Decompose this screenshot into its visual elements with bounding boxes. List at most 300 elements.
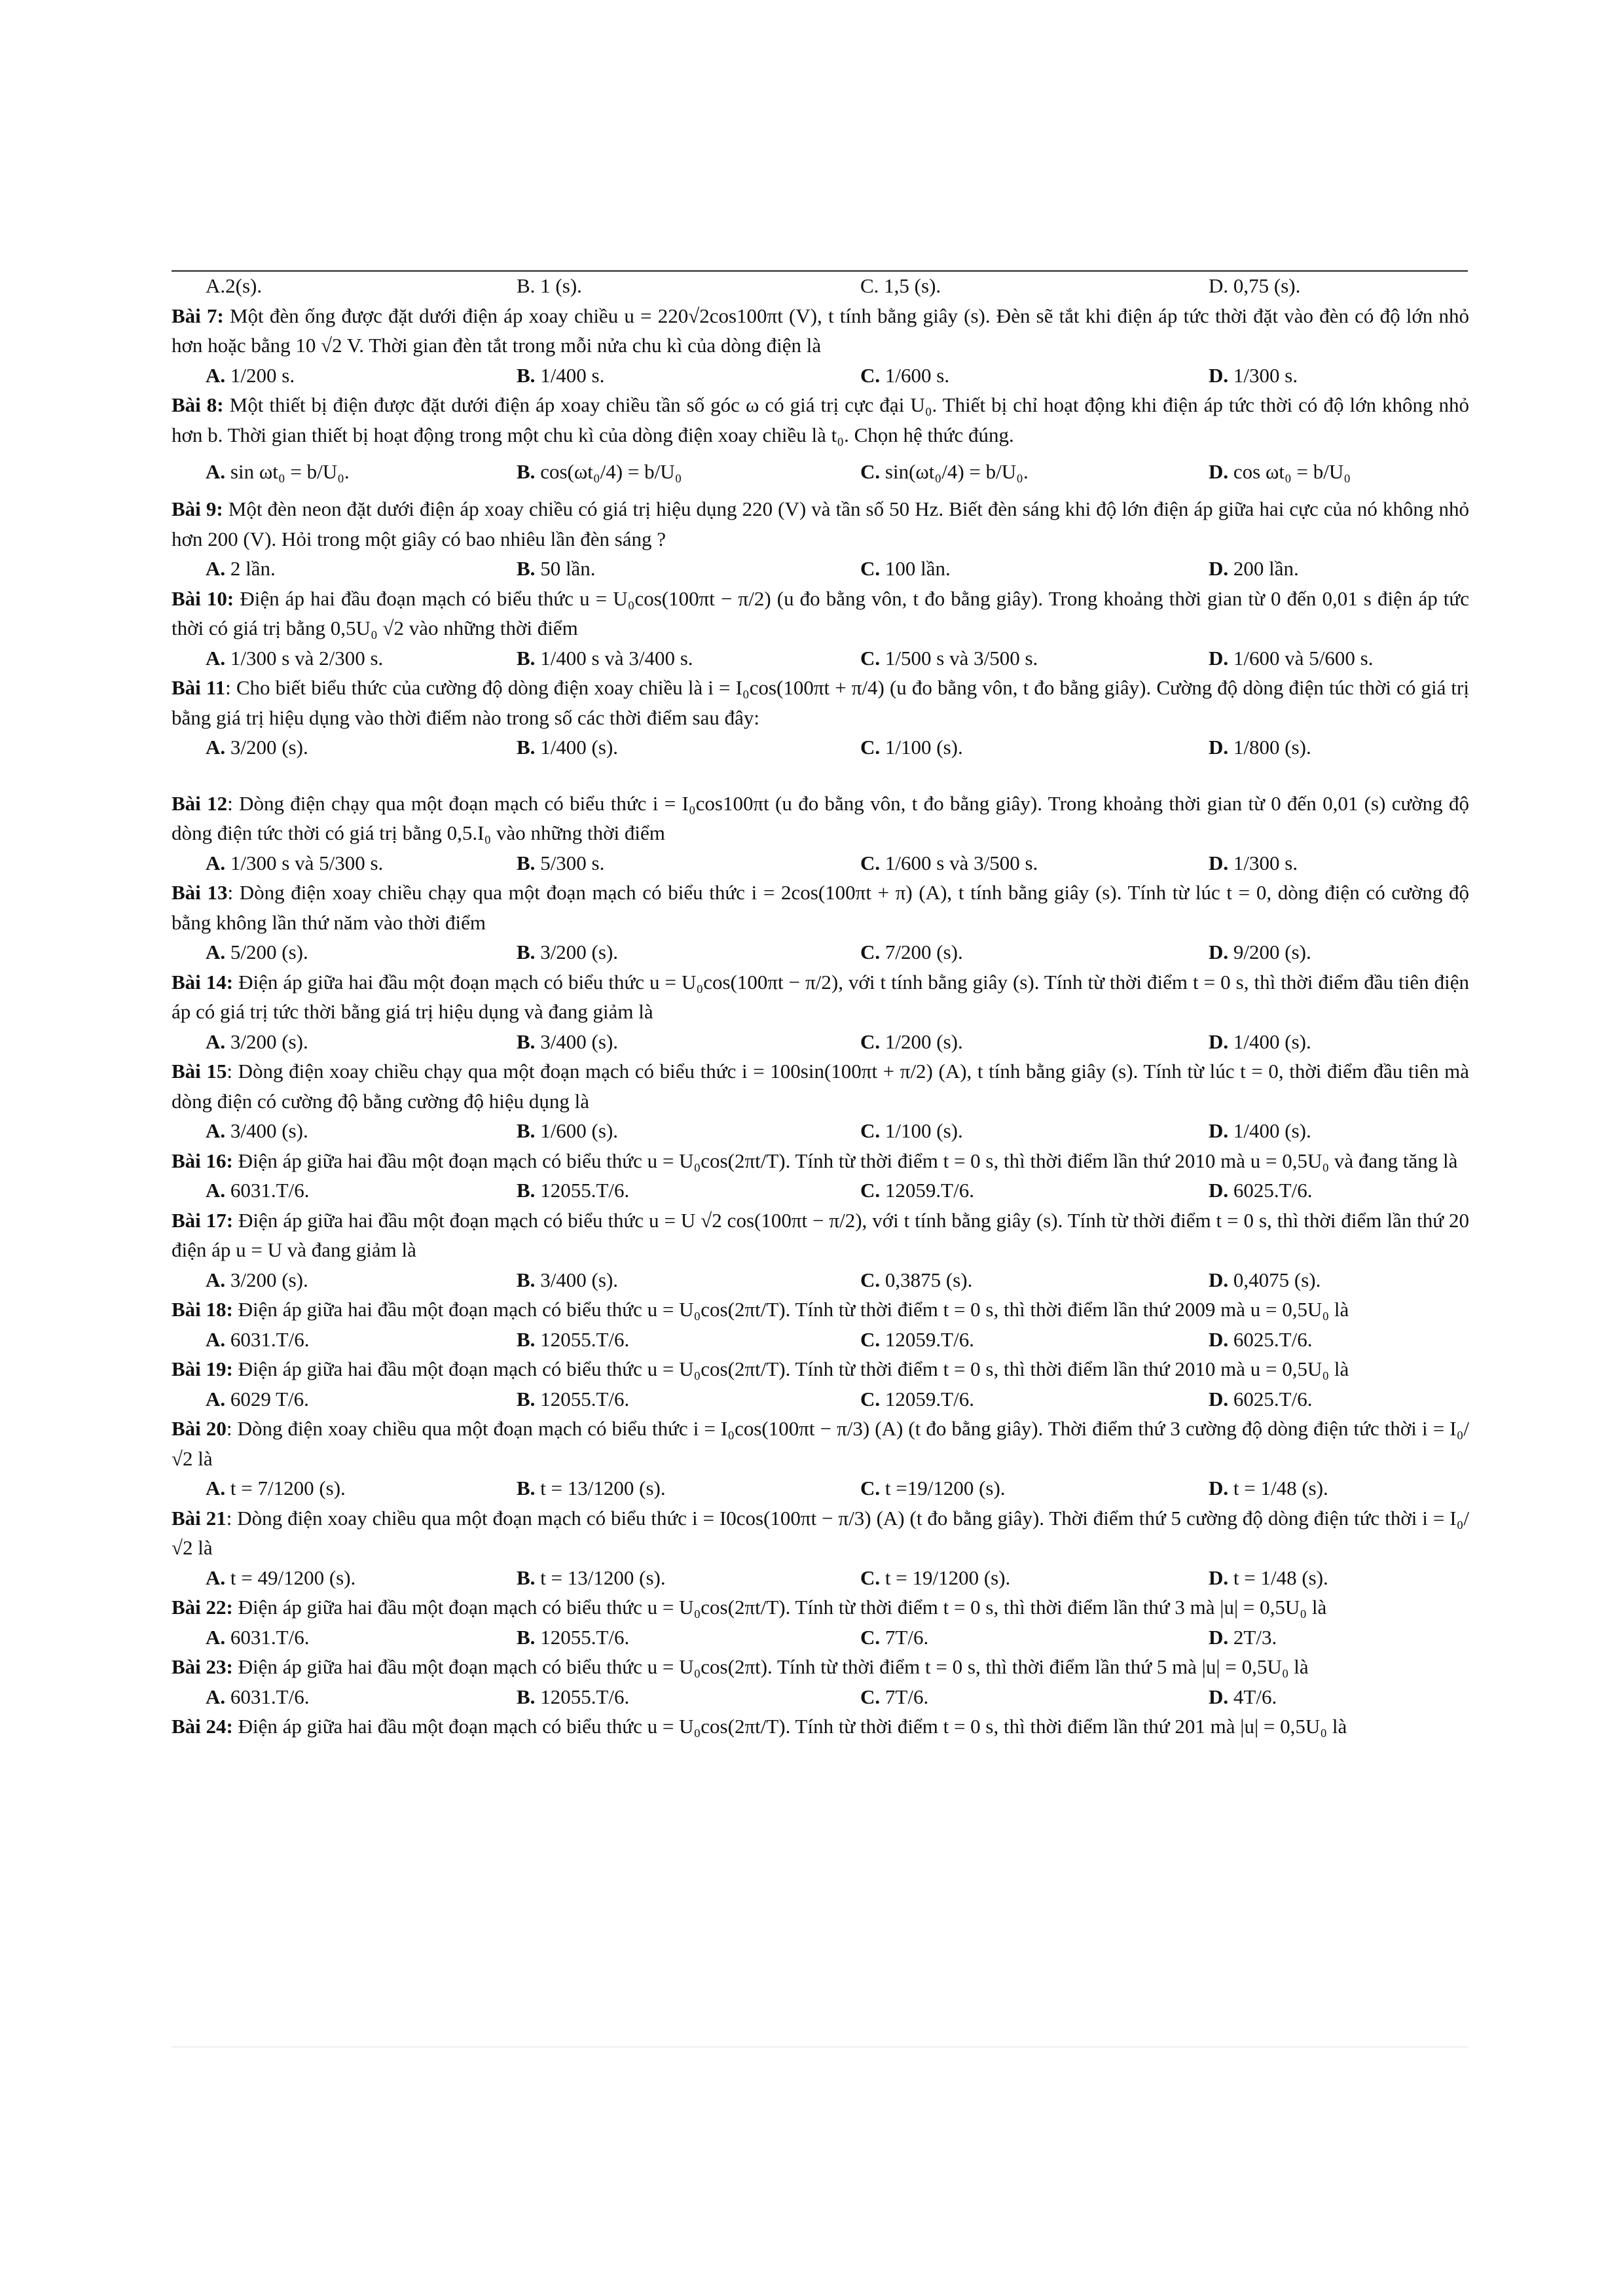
question-label: Bài 13 <box>172 881 228 904</box>
option-letter: C. <box>860 1119 881 1142</box>
option-b <box>517 1116 860 1146</box>
option-letter: A. <box>206 460 226 484</box>
option-d <box>1209 1116 1311 1146</box>
option-text: 1/100 (s). <box>880 1119 963 1142</box>
question-body: : Cho biết biểu thức của cường độ dòng điện xoay chiều là i = I₀cos(100πt + π/4) (u đo bằng vôn, t đo bằng giây). Cường độ dòng điện túc thời có giá trị bằng giá trị hiệu dụng vào thời điểm nào trong số các thời điểm sau đây: <box>172 676 1469 729</box>
question-list <box>172 271 1469 1742</box>
option-letter: C. <box>860 1625 881 1649</box>
option-text: 9/200 (s). <box>1228 941 1311 963</box>
question-label: Bài 16: <box>172 1149 233 1172</box>
option-c: C. 1,5 (s). <box>860 274 941 297</box>
option-d <box>1209 1175 1312 1206</box>
option-text: 3/200 (s). <box>225 1030 308 1053</box>
option-d <box>1209 1325 1312 1355</box>
question-text <box>172 1414 1469 1473</box>
question-text <box>172 494 1469 554</box>
question-body: Điện áp giữa hai đầu một đoạn mạch có biểu thức u = U₀cos(2πt/T). Tính từ thời điểm t = 0 s, thì thời điểm lần thứ 2009 mà u = 0,5U₀ là <box>232 1298 1349 1321</box>
option-letter: B. <box>517 941 536 963</box>
option-text: 3/400 (s). <box>535 1268 619 1291</box>
option-letter: A. <box>206 1030 226 1053</box>
option-d <box>1209 457 1351 487</box>
question-text <box>172 1056 1469 1116</box>
option-letter: C. <box>860 460 881 484</box>
question-body: Điện áp giữa hai đầu một đoạn mạch có biểu thức u = U₀cos(2πt). Tính từ thời điểm t = 0 s, thì thời điểm lần thứ 5 mà |u| = 0,5U₀ là <box>232 1655 1309 1678</box>
question-text <box>172 1503 1469 1563</box>
option-letter: B. <box>517 1119 536 1142</box>
option-text: 1/800 (s). <box>1228 736 1311 759</box>
option-d <box>1209 1027 1311 1057</box>
option-letter: A. <box>206 1566 226 1589</box>
option-a <box>206 848 517 878</box>
option-text: sin ωt₀ = b/U₀. <box>225 460 350 484</box>
question-text <box>172 1146 1469 1176</box>
question-label: Bài 12 <box>172 791 228 815</box>
option-letter: B. <box>517 1387 536 1410</box>
option-d <box>1209 848 1298 878</box>
question-label: Bài 20 <box>172 1417 227 1440</box>
option-letter: B. <box>517 1477 536 1499</box>
answer-options <box>172 1623 1469 1653</box>
option-letter: D. <box>1209 646 1229 670</box>
question-label: Bài 15 <box>172 1060 227 1083</box>
question-label: Bài 9: <box>172 497 223 520</box>
option-text: 100 lần. <box>880 557 951 580</box>
option-text: 0,3875 (s). <box>880 1268 973 1291</box>
answer-options <box>172 1473 1469 1503</box>
option-text: 7T/6. <box>880 1685 929 1708</box>
option-text: 12059.T/6. <box>880 1179 974 1202</box>
question-text <box>172 1712 1469 1742</box>
question-block <box>172 1146 1469 1206</box>
option-text: 1/600 s. <box>880 363 950 387</box>
option-letter: C. <box>860 851 881 874</box>
option-text: 6031.T/6. <box>225 1685 310 1708</box>
question-label: Bài 21 <box>172 1506 227 1530</box>
question-body: Điện áp giữa hai đầu một đoạn mạch có biểu thức u = U₀cos(2πt/T). Tính từ thời điểm t = 0 s, thì thời điểm lần thứ 201 mà |u| = 0,5U₀ là <box>232 1715 1347 1738</box>
option-b <box>517 848 860 878</box>
question-text <box>172 1652 1469 1682</box>
question-text <box>172 878 1469 937</box>
option-text: 50 lần. <box>535 557 596 580</box>
question-block <box>172 1592 1469 1652</box>
option-text: 1/300 s. <box>1228 363 1298 387</box>
option-letter: C. <box>860 1566 881 1589</box>
option-letter: B. <box>517 460 536 484</box>
option-b <box>517 643 860 673</box>
question-block <box>172 1503 1469 1593</box>
option-letter: B. <box>517 1566 536 1589</box>
option-letter: C. <box>860 941 881 963</box>
question-label: Bài 24: <box>172 1715 233 1738</box>
option-b <box>517 1563 860 1593</box>
option-text: 12055.T/6. <box>535 1179 630 1202</box>
question-text <box>172 673 1469 732</box>
option-b <box>517 1473 860 1503</box>
option-letter: C. <box>860 736 881 759</box>
option-text: t = 19/1200 (s). <box>880 1566 1011 1589</box>
option-d <box>1209 361 1298 391</box>
option-letter: B. <box>517 1179 536 1202</box>
option-letter: D. <box>1209 557 1229 580</box>
question-body: Điện áp giữa hai đầu một đoạn mạch có biểu thức u = U₀cos(2πt/T). Tính từ thời điểm t = 0 s, thì thời điểm lần thứ 2010 mà u = 0,5U₀ là <box>232 1357 1349 1380</box>
option-c <box>860 848 1209 878</box>
question-text <box>172 390 1469 450</box>
option-text: 1/200 (s). <box>880 1030 963 1053</box>
option-text: 1/500 s và 3/500 s. <box>880 646 1038 670</box>
blank-gap <box>172 762 1469 789</box>
answer-options <box>172 554 1469 584</box>
option-b <box>517 732 860 762</box>
option-text: 3/200 (s). <box>225 1268 308 1291</box>
option-letter: D. <box>1209 1566 1229 1589</box>
answer-options <box>172 1384 1469 1414</box>
previous-question-options <box>172 271 1469 301</box>
option-text: t = 13/1200 (s). <box>535 1566 666 1589</box>
question-text <box>172 1592 1469 1623</box>
option-letter: C. <box>860 1030 881 1053</box>
option-letter: A. <box>206 1685 226 1708</box>
option-text: 2 lần. <box>225 557 276 580</box>
option-text: 2T/3. <box>1228 1625 1277 1649</box>
option-letter: B. <box>517 1625 536 1649</box>
option-a: A.2(s). <box>206 274 263 297</box>
option-b <box>517 1384 860 1414</box>
option-letter: A. <box>206 557 226 580</box>
option-letter: D. <box>1209 1477 1229 1499</box>
option-d <box>1209 1265 1321 1295</box>
question-body: Điện áp giữa hai đầu một đoạn mạch có biểu thức u = U₀cos(2πt/T). Tính từ thời điểm t = 0 s, thì thời điểm lần thứ 3 mà |u| = 0,5U₀ là <box>232 1596 1327 1619</box>
answer-options <box>172 643 1469 673</box>
option-b <box>517 457 860 487</box>
question-body: : Dòng điện chạy qua một đoạn mạch có biểu thức i = I₀cos100πt (u đo bằng vôn, t đo bằng giây). Trong khoảng thời gian từ 0 đến 0,01 (s) cường độ dòng điện tức thời có giá trị bằng 0,5.I₀ vào những thời điểm <box>172 791 1470 844</box>
option-b <box>517 1623 860 1653</box>
question-body: Một đèn neon đặt dưới điện áp xoay chiều có giá trị hiệu dụng 220 (V) và tần số 50 Hz. Biết đèn sáng khi độ lớn điện áp giữa hai cực của nó không nhỏ hơn 200 (V). Hỏi trong một giây có bao nhiêu lần đèn sáng ? <box>172 497 1469 550</box>
option-c <box>860 1563 1209 1593</box>
option-letter: D. <box>1209 1179 1229 1202</box>
answer-options <box>172 1682 1469 1712</box>
answer-options <box>172 732 1469 762</box>
option-d <box>1209 1473 1328 1503</box>
option-letter: D. <box>1209 736 1229 759</box>
option-letter: B. <box>517 557 536 580</box>
option-text: 6031.T/6. <box>225 1327 310 1351</box>
option-letter: D. <box>1209 851 1229 874</box>
answer-options <box>172 450 1469 494</box>
question-body: Điện áp giữa hai đầu một đoạn mạch có biểu thức u = U₀cos(2πt/T). Tính từ thời điểm t = 0 s, thì thời điểm lần thứ 2010 mà u = 0,5U₀ và đang tăng là <box>232 1149 1458 1172</box>
option-letter: B. <box>517 1268 536 1291</box>
option-d <box>1209 1682 1277 1712</box>
option-text: t = 1/48 (s). <box>1228 1566 1328 1589</box>
option-text: 6031.T/6. <box>225 1625 310 1649</box>
option-letter: B. <box>517 363 536 387</box>
question-block <box>172 1712 1469 1742</box>
option-letter: B. <box>517 736 536 759</box>
question-block <box>172 1206 1469 1295</box>
question-block <box>172 494 1469 584</box>
question-body: : Dòng điện xoay chiều chạy qua một đoạn mạch có biểu thức i = 100sin(100πt + π/2) (A), t tính bằng giây (s). Tính từ lúc t = 0, thời điểm đầu tiên mà dòng điện có cường độ bằng cường độ hiệu dụng là <box>172 1060 1469 1113</box>
option-text: t = 49/1200 (s). <box>225 1566 356 1589</box>
question-body: Điện áp hai đầu đoạn mạch có biểu thức u = U₀cos(100πt − π/2) (u đo bằng vôn, t đo bằng giây). Trong khoảng thời gian từ 0 đến 0,01 s điện áp tức thời có giá trị bằng 0,5U₀ √2 vào những thời điểm <box>172 586 1469 639</box>
option-letter: C. <box>860 363 881 387</box>
option-letter: A. <box>206 736 226 759</box>
option-letter: C. <box>860 1179 881 1202</box>
option-text: 6031.T/6. <box>225 1179 310 1202</box>
option-text: 5/200 (s). <box>225 941 308 963</box>
option-c <box>860 1265 1209 1295</box>
option-c <box>860 457 1209 487</box>
answer-options <box>172 1265 1469 1295</box>
question-block <box>172 878 1469 967</box>
option-a <box>206 1682 517 1712</box>
option-letter: A. <box>206 1477 226 1499</box>
option-text: 3/400 (s). <box>535 1030 619 1053</box>
question-block <box>172 1652 1469 1712</box>
option-a <box>206 732 517 762</box>
option-text: 1/300 s. <box>1228 851 1298 874</box>
question-label: Bài 10: <box>172 586 234 610</box>
option-letter: D. <box>1209 941 1229 963</box>
option-letter: A. <box>206 1387 226 1410</box>
option-letter: B. <box>517 1685 536 1708</box>
option-c <box>860 1682 1209 1712</box>
option-text: 1/300 s và 5/300 s. <box>225 851 384 874</box>
option-letter: C. <box>860 1327 881 1351</box>
option-text: t = 7/1200 (s). <box>225 1477 346 1499</box>
question-block <box>172 1295 1469 1354</box>
option-a <box>206 643 517 673</box>
option-b <box>517 1027 860 1057</box>
option-a <box>206 361 517 391</box>
question-block <box>172 967 1469 1057</box>
option-c <box>860 361 1209 391</box>
option-a <box>206 1027 517 1057</box>
option-d <box>1209 554 1299 584</box>
option-letter: D. <box>1209 363 1229 387</box>
option-text: 1/400 (s). <box>1228 1119 1311 1142</box>
question-body: : Dòng điện xoay chiều qua một đoạn mạch có biểu thức i = I0cos(100πt − π/3) (A) (t đo bằng giây). Thời điểm thứ 5 cường độ dòng điện tức thời i = I₀/√2 là <box>172 1506 1469 1559</box>
option-text: t =19/1200 (s). <box>880 1477 1006 1499</box>
question-body: Điện áp giữa hai đầu một đoạn mạch có biểu thức u = U₀cos(100πt − π/2), với t tính bằng giây (s). Tính từ thời điểm t = 0 s, thì thời điểm đầu tiên điện áp có giá trị tức thời bằng giá trị hiệu dụng và đang giảm là <box>172 970 1469 1023</box>
option-text: 12055.T/6. <box>535 1327 630 1351</box>
question-label: Bài 11 <box>172 676 226 699</box>
option-a <box>206 1384 517 1414</box>
question-block <box>172 789 1469 878</box>
option-letter: B. <box>517 1327 536 1351</box>
option-text: 1/600 s và 3/500 s. <box>880 851 1038 874</box>
option-c <box>860 1116 1209 1146</box>
question-text <box>172 789 1469 848</box>
question-block <box>172 301 1469 391</box>
answer-options <box>172 1325 1469 1355</box>
option-text: 12059.T/6. <box>880 1387 974 1410</box>
option-c <box>860 1027 1209 1057</box>
option-a <box>206 1175 517 1206</box>
option-letter: C. <box>860 1387 881 1410</box>
option-b <box>517 1175 860 1206</box>
option-b <box>517 554 860 584</box>
option-letter: A. <box>206 851 226 874</box>
answer-options <box>172 1175 1469 1206</box>
option-letter: A. <box>206 363 226 387</box>
option-text: 1/100 (s). <box>880 736 963 759</box>
option-a <box>206 1563 517 1593</box>
option-text: 6029 T/6. <box>225 1387 309 1410</box>
option-letter: A. <box>206 646 226 670</box>
option-letter: D. <box>1209 1119 1229 1142</box>
option-text: 1/400 (s). <box>535 736 619 759</box>
option-c <box>860 937 1209 967</box>
question-body: : Dòng điện xoay chiều qua một đoạn mạch có biểu thức i = I₀cos(100πt − π/3) (A) (t đo bằng giây). Thời điểm thứ 3 cường độ dòng điện tức thời i = I₀/√2 là <box>172 1417 1469 1470</box>
option-text: 5/300 s. <box>535 851 605 874</box>
option-text: 4T/6. <box>1228 1685 1277 1708</box>
option-letter: D. <box>1209 1387 1229 1410</box>
option-text: 3/400 (s). <box>225 1119 308 1142</box>
option-text: 1/400 (s). <box>1228 1030 1311 1053</box>
option-letter: A. <box>206 1179 226 1202</box>
option-text: 12059.T/6. <box>880 1327 974 1351</box>
question-label: Bài 14: <box>172 970 234 994</box>
question-block <box>172 673 1469 762</box>
question-text <box>172 1295 1469 1325</box>
option-letter: D. <box>1209 460 1229 484</box>
option-letter: A. <box>206 941 226 963</box>
option-text: 1/200 s. <box>225 363 295 387</box>
option-b: B. 1 (s). <box>517 274 582 297</box>
option-d <box>1209 937 1311 967</box>
option-letter: D. <box>1209 1030 1229 1053</box>
option-text: 1/600 và 5/600 s. <box>1228 646 1374 670</box>
option-letter: C. <box>860 1477 881 1499</box>
option-letter: C. <box>860 1268 881 1291</box>
answer-options <box>172 361 1469 391</box>
option-letter: A. <box>206 1327 226 1351</box>
option-c <box>860 554 1209 584</box>
option-letter: B. <box>517 851 536 874</box>
option-c <box>860 1175 1209 1206</box>
option-a <box>206 554 517 584</box>
option-letter: A. <box>206 1268 226 1291</box>
option-c <box>860 643 1209 673</box>
option-letter: B. <box>517 1030 536 1053</box>
question-text <box>172 301 1469 361</box>
answer-options <box>172 1563 1469 1593</box>
option-letter: B. <box>517 646 536 670</box>
option-text: 0,4075 (s). <box>1228 1268 1321 1291</box>
question-text <box>172 584 1469 643</box>
option-text: cos ωt₀ = b/U₀ <box>1228 460 1351 484</box>
option-d <box>1209 732 1311 762</box>
question-label: Bài 17: <box>172 1208 234 1232</box>
option-text: 1/400 s. <box>535 363 605 387</box>
answer-options <box>172 937 1469 967</box>
option-letter: C. <box>860 1685 881 1708</box>
option-d <box>1209 1384 1312 1414</box>
option-a <box>206 1116 517 1146</box>
option-text: sin(ωt₀/4) = b/U₀. <box>880 460 1029 484</box>
option-c <box>860 1473 1209 1503</box>
option-text: 7/200 (s). <box>880 941 963 963</box>
option-text: 1/600 (s). <box>535 1119 619 1142</box>
option-c <box>860 732 1209 762</box>
option-b <box>517 1682 860 1712</box>
option-text: 1/400 s và 3/400 s. <box>535 646 693 670</box>
option-letter: D. <box>1209 1625 1229 1649</box>
option-c <box>860 1384 1209 1414</box>
option-a <box>206 1325 517 1355</box>
option-letter: C. <box>860 557 881 580</box>
answer-options <box>172 848 1469 878</box>
option-a <box>206 1623 517 1653</box>
question-body: Điện áp giữa hai đầu một đoạn mạch có biểu thức u = U √2 cos(100πt − π/2), với t tính bằng giây (s). Tính từ thời điểm t = 0 s, thì thời điểm lần thứ 20 điện áp u = U và đang giảm là <box>172 1208 1470 1261</box>
option-d: D. 0,75 (s). <box>1209 274 1301 297</box>
option-text: 1/300 s và 2/300 s. <box>225 646 384 670</box>
option-text: 6025.T/6. <box>1228 1387 1313 1410</box>
option-d <box>1209 1623 1277 1653</box>
question-body: : Dòng điện xoay chiều chạy qua một đoạn mạch có biểu thức i = 2cos(100πt + π) (A), t tính bằng giây (s). Tính từ lúc t = 0, dòng điện có cường độ bằng không lần thứ năm vào thời điểm <box>172 881 1469 934</box>
question-block <box>172 1354 1469 1414</box>
question-block <box>172 1056 1469 1146</box>
option-letter: C. <box>860 646 881 670</box>
answer-options <box>172 1027 1469 1057</box>
option-text: t = 13/1200 (s). <box>535 1477 666 1499</box>
option-text: cos(ωt₀/4) = b/U₀ <box>535 460 682 484</box>
option-text: 3/200 (s). <box>225 736 308 759</box>
question-text <box>172 967 1469 1027</box>
question-text <box>172 1354 1469 1384</box>
option-a <box>206 457 517 487</box>
option-a <box>206 1473 517 1503</box>
option-d <box>1209 643 1373 673</box>
option-text: 6025.T/6. <box>1228 1179 1313 1202</box>
option-letter: D. <box>1209 1327 1229 1351</box>
option-text: 12055.T/6. <box>535 1685 630 1708</box>
option-letter: D. <box>1209 1268 1229 1291</box>
question-body: Một đèn ống được đặt dưới điện áp xoay chiều u = 220√2cos100πt (V), t tính bằng giây (s). Đèn sẽ tắt khi điện áp tức thời đặt vào đèn có độ lớn nhỏ hơn hoặc bằng 10 √2 V. Thời gian đèn tắt trong mỗi nửa chu kì của dòng điện là <box>172 304 1469 357</box>
question-block <box>172 1414 1469 1503</box>
question-block <box>172 584 1469 673</box>
option-text: 3/200 (s). <box>535 941 619 963</box>
question-label: Bài 18: <box>172 1298 233 1321</box>
option-b <box>517 937 860 967</box>
option-letter: D. <box>1209 1685 1229 1708</box>
question-label: Bài 23: <box>172 1655 233 1678</box>
question-block <box>172 390 1469 494</box>
option-d <box>1209 1563 1328 1593</box>
option-a <box>206 937 517 967</box>
option-text: 6025.T/6. <box>1228 1327 1313 1351</box>
question-label: Bài 7: <box>172 304 224 327</box>
option-letter: A. <box>206 1119 226 1142</box>
option-b <box>517 1325 860 1355</box>
option-b <box>517 1265 860 1295</box>
option-text: 200 lần. <box>1228 557 1299 580</box>
option-b <box>517 361 860 391</box>
question-label: Bài 19: <box>172 1357 233 1380</box>
option-a <box>206 1265 517 1295</box>
option-c <box>860 1325 1209 1355</box>
question-text <box>172 1206 1469 1265</box>
option-letter: A. <box>206 1625 226 1649</box>
question-label: Bài 22: <box>172 1596 233 1619</box>
option-c <box>860 1623 1209 1653</box>
option-text: 7T/6. <box>880 1625 929 1649</box>
option-text: 12055.T/6. <box>535 1625 630 1649</box>
question-label: Bài 8: <box>172 393 224 416</box>
option-text: 12055.T/6. <box>535 1387 630 1410</box>
option-text: t = 1/48 (s). <box>1228 1477 1328 1499</box>
question-body: Một thiết bị điện được đặt dưới điện áp xoay chiều tần số góc ω có giá trị cực đại U₀. Thiết bị chỉ hoạt động khi điện áp tức thời có độ lớn không nhỏ hơn b. Thời gian thiết bị hoạt động trong một chu kì của dòng điện xoay chiều là t₀. Chọn hệ thức đúng. <box>172 393 1469 446</box>
answer-options <box>172 1116 1469 1146</box>
